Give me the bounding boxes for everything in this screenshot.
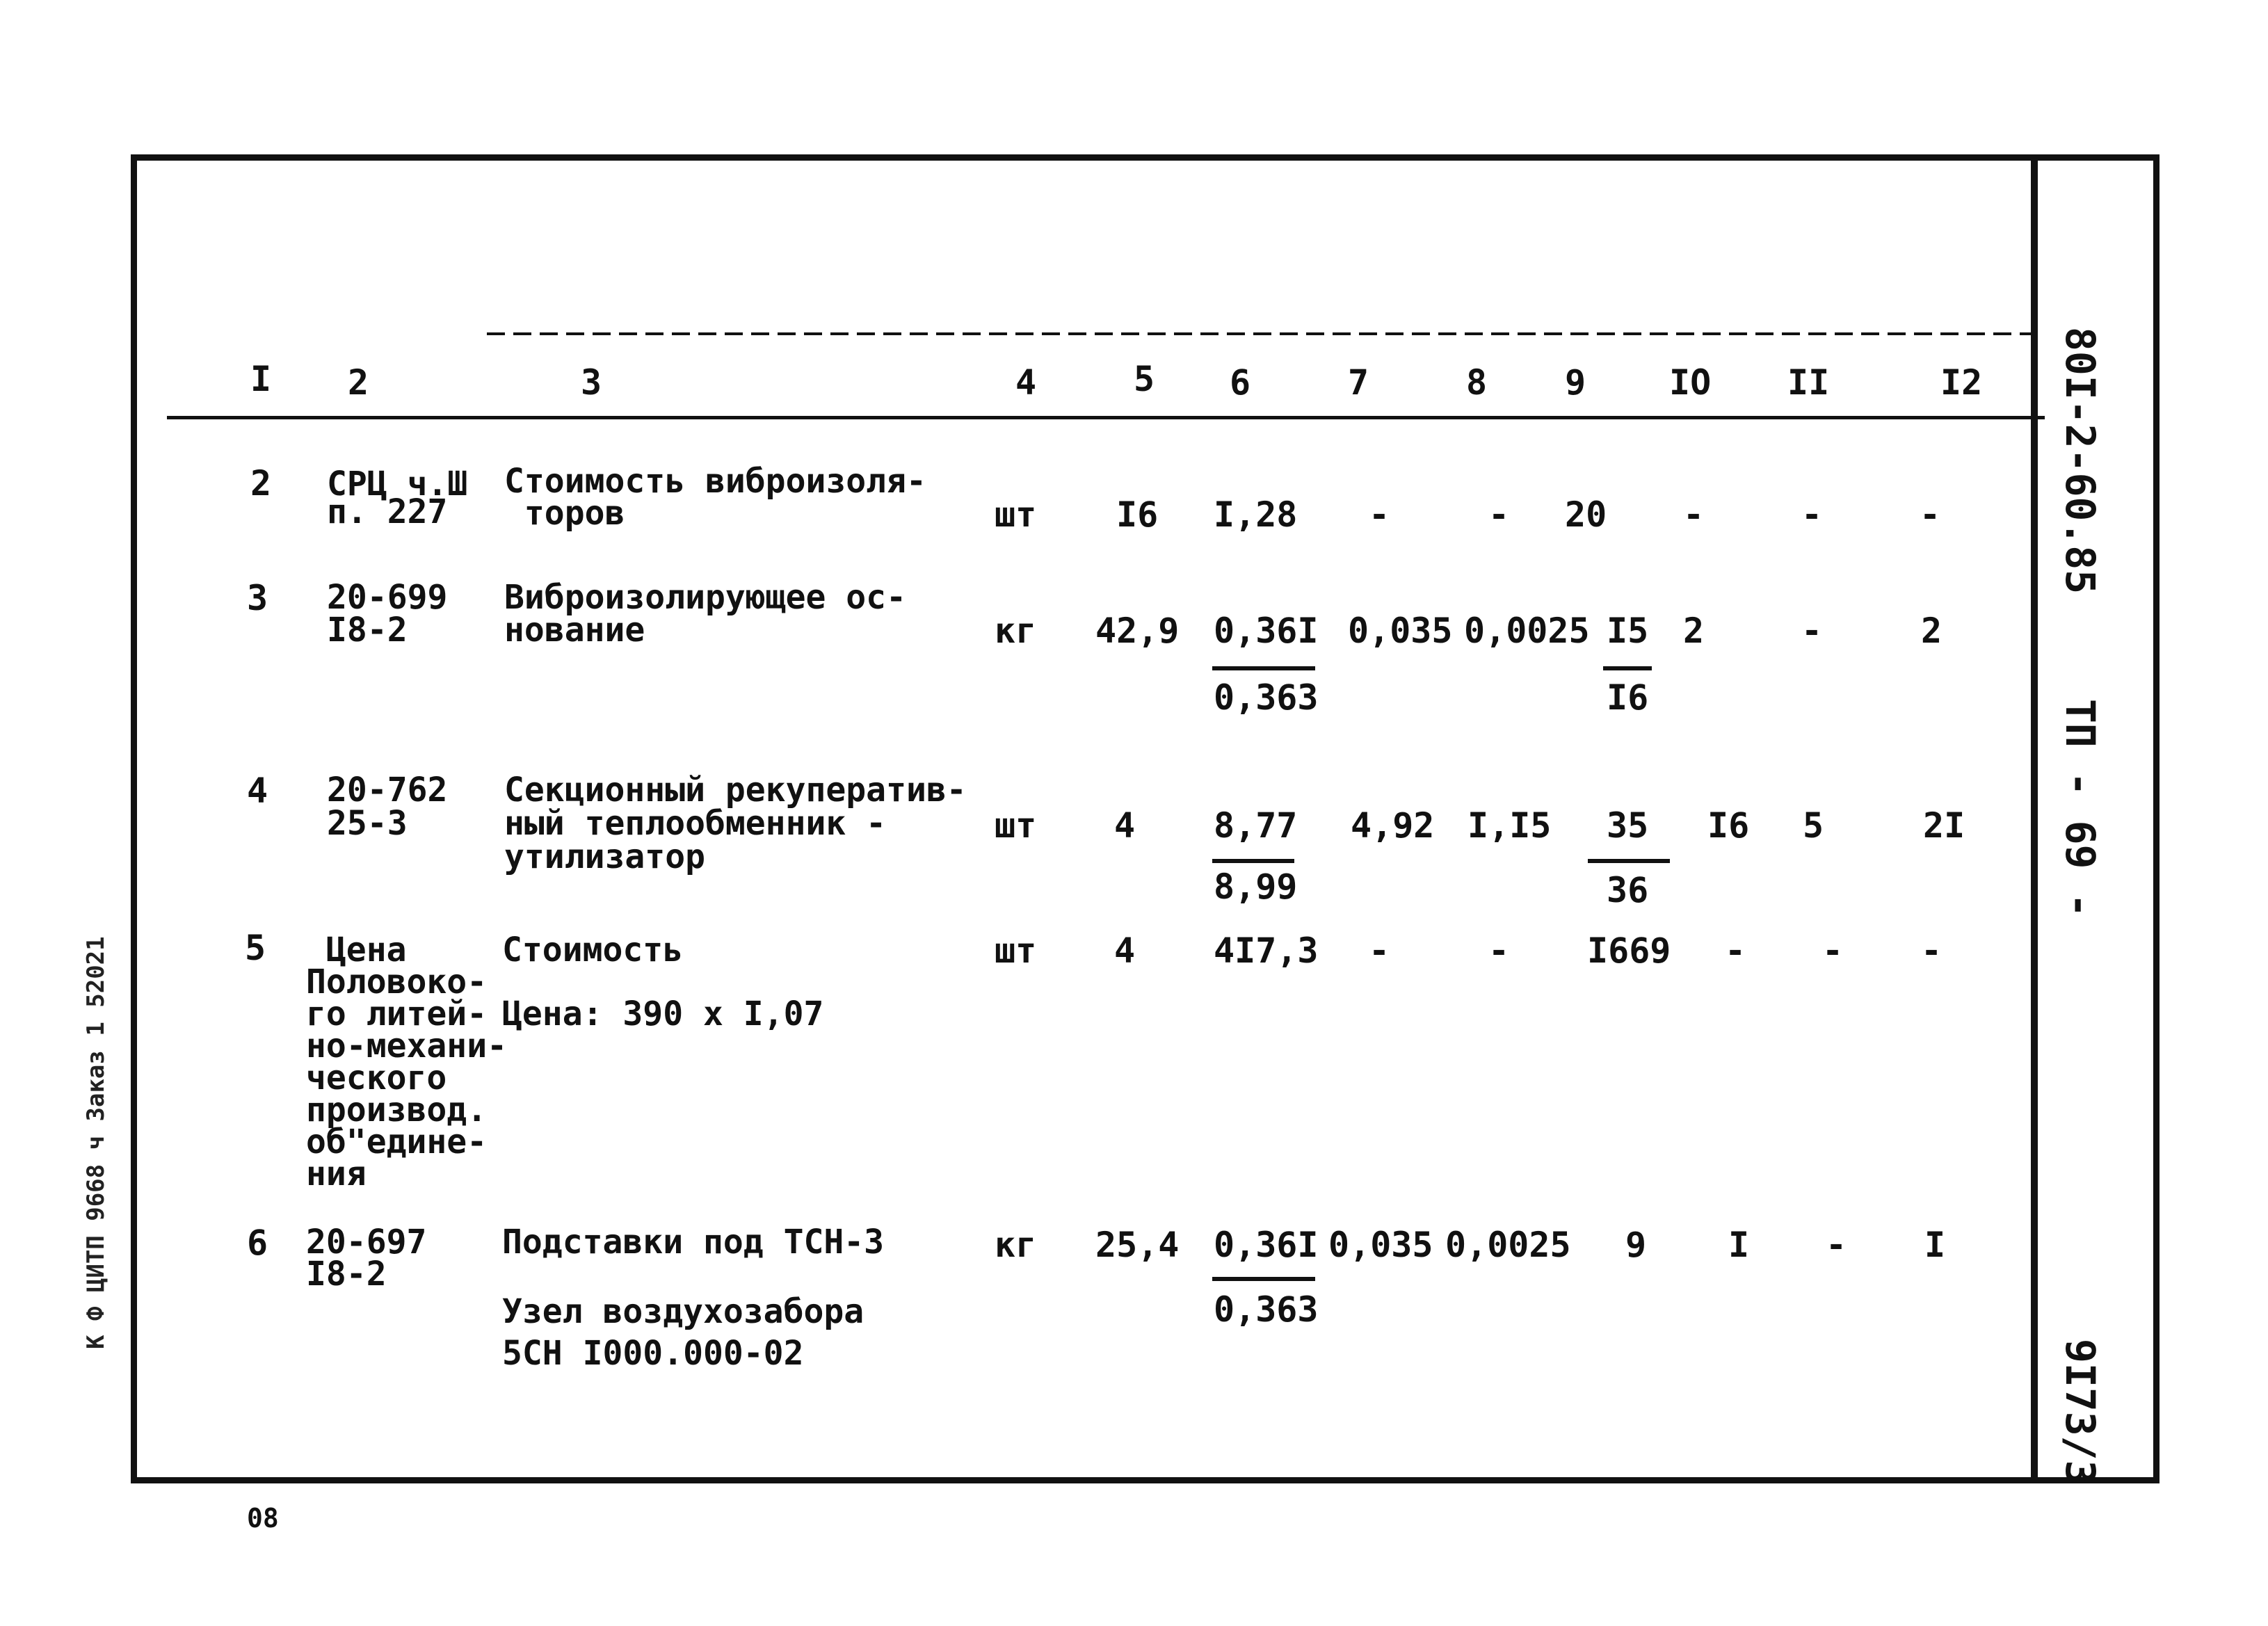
row-c11: - — [1801, 611, 1823, 651]
row-c11: - — [1822, 931, 1844, 971]
row-code-line: но-механи- — [306, 1027, 507, 1065]
row-name-line: Стоимость — [502, 931, 684, 969]
row-name-line: Виброизолирующее ос- — [504, 578, 906, 617]
tp-number: ТП - 69 - — [2057, 699, 2104, 918]
col-header-9: 9 — [1565, 362, 1586, 403]
row-c6-bottom: 8,99 — [1214, 867, 1298, 907]
row-c8: 0,0025 — [1445, 1225, 1571, 1265]
row-name-line: Секционный рекуператив- — [504, 771, 967, 810]
fraction-bar — [1603, 666, 1652, 670]
row-c11: 5 — [1803, 805, 1824, 846]
row-c8: - — [1488, 494, 1510, 535]
row-number: 3 — [247, 578, 268, 618]
row-code-line: производ. — [306, 1090, 488, 1129]
row-c10: 2 — [1683, 611, 1705, 651]
row-name-line: Узел воздухозабора — [502, 1292, 864, 1331]
col-header-7: 7 — [1348, 362, 1369, 403]
row-number: 4 — [247, 771, 268, 811]
row-c9: I669 — [1587, 931, 1671, 971]
row-c6-top: 8,77 — [1214, 805, 1298, 846]
row-number: 6 — [247, 1223, 268, 1263]
row-name-line: нование — [504, 611, 645, 650]
header-bottom-rule — [167, 416, 2045, 419]
row-unit: шт — [995, 494, 1037, 535]
col-header-3: 3 — [581, 362, 602, 403]
fraction-bar — [1212, 859, 1294, 863]
row-code-line: Цена — [306, 931, 407, 969]
row-c9-top: I5 — [1607, 611, 1649, 651]
row-c10: I — [1728, 1225, 1750, 1265]
row-c12: 2I — [1923, 805, 1965, 846]
row-c7: 4,92 — [1351, 805, 1435, 846]
row-c6: 4I7,3 — [1214, 931, 1319, 971]
row-c7: 0,035 — [1328, 1225, 1433, 1265]
row-unit: шт — [995, 805, 1037, 846]
row-c9-top: 35 — [1607, 805, 1649, 846]
row-code-line: 25-3 — [327, 804, 408, 843]
row-code-line: I8-2 — [306, 1255, 387, 1294]
row-code-line: I8-2 — [327, 611, 408, 650]
row-c7: - — [1369, 494, 1390, 535]
print-stamp: К Ф ЦИТП 9668 ч Заказ 1 52021 — [82, 936, 110, 1349]
fraction-bar — [1212, 666, 1315, 670]
row-c11: - — [1801, 494, 1823, 535]
row-c12: - — [1921, 931, 1943, 971]
row-c9: 20 — [1565, 494, 1607, 535]
row-unit: кг — [995, 611, 1037, 651]
row-c10: I6 — [1707, 805, 1750, 846]
row-c5: I6 — [1116, 494, 1159, 535]
row-number: 2 — [250, 463, 272, 504]
sheet-number: 9I73/3 — [2057, 1339, 2104, 1485]
row-name-line: утилизатор — [504, 837, 705, 876]
col-header-5: 5 — [1134, 359, 1155, 399]
row-c8: I,I5 — [1467, 805, 1552, 846]
row-code-line: 20-697 — [306, 1223, 427, 1262]
row-c12: - — [1920, 494, 1941, 535]
row-c5: 4 — [1114, 931, 1136, 971]
row-code-line: 20-762 — [327, 771, 448, 810]
row-c12: I — [1924, 1225, 1946, 1265]
row-c5: 42,9 — [1095, 611, 1180, 651]
col-header-10: IO — [1669, 362, 1712, 403]
row-code-line: ческого — [306, 1058, 447, 1097]
row-unit: кг — [995, 1225, 1037, 1265]
col-header-11: II — [1787, 362, 1830, 403]
row-code-line: 20-699 — [327, 578, 448, 617]
row-c10: - — [1725, 931, 1746, 971]
row-name-line: Цена: 390 х I,07 — [502, 995, 824, 1033]
row-c7: - — [1369, 931, 1390, 971]
col-header-1: I — [250, 359, 272, 399]
row-code-line: Половоко- — [306, 963, 488, 1001]
row-name-line: торов — [504, 494, 625, 533]
row-c6-bottom: 0,363 — [1214, 1289, 1319, 1330]
col-header-2: 2 — [348, 362, 369, 403]
header-top-rule — [487, 332, 2045, 335]
row-code-line: об"едине- — [306, 1122, 488, 1161]
row-unit: шт — [995, 931, 1037, 971]
row-c12: 2 — [1921, 611, 1943, 651]
row-c9-bottom: 36 — [1607, 870, 1649, 910]
page-footer: 08 — [247, 1503, 279, 1534]
fraction-bar — [1212, 1277, 1315, 1281]
row-name-line: ный теплообменник - — [504, 804, 887, 843]
row-code-line: п. 227 — [327, 492, 448, 531]
row-c6-top: 0,36I — [1214, 611, 1319, 651]
row-name-line: Стоимость виброизоля- — [504, 462, 926, 501]
row-code-line: ния — [306, 1154, 367, 1193]
col-header-8: 8 — [1466, 362, 1488, 403]
row-c10: - — [1683, 494, 1705, 535]
row-c5: 25,4 — [1095, 1225, 1180, 1265]
row-c6: I,28 — [1214, 494, 1298, 535]
row-c7: 0,035 — [1348, 611, 1453, 651]
row-number: 5 — [245, 928, 266, 968]
row-code-line: го литей- — [306, 995, 488, 1033]
row-code-line: СРЦ ч.Ш — [327, 465, 468, 504]
row-c9: 9 — [1625, 1225, 1647, 1265]
row-c8: 0,0025 — [1464, 611, 1590, 651]
row-c5: 4 — [1114, 805, 1136, 846]
col-header-4: 4 — [1015, 362, 1037, 403]
row-name-line: Подставки под ТСН-3 — [502, 1223, 885, 1262]
doc-code: 80I-2-60.85 — [2057, 327, 2104, 595]
row-c9-bottom: I6 — [1607, 677, 1649, 718]
row-name-line: 5СН I000.000-02 — [502, 1334, 804, 1373]
col-header-12: I2 — [1940, 362, 1983, 403]
row-c6-bottom: 0,363 — [1214, 677, 1319, 718]
row-c8: - — [1488, 931, 1510, 971]
outer-border — [131, 154, 2160, 1483]
fraction-bar — [1588, 859, 1670, 863]
col-header-6: 6 — [1230, 362, 1251, 403]
row-c11: - — [1826, 1225, 1847, 1265]
stamp-column-divider — [2031, 154, 2038, 1483]
row-c6-top: 0,36I — [1214, 1225, 1319, 1265]
